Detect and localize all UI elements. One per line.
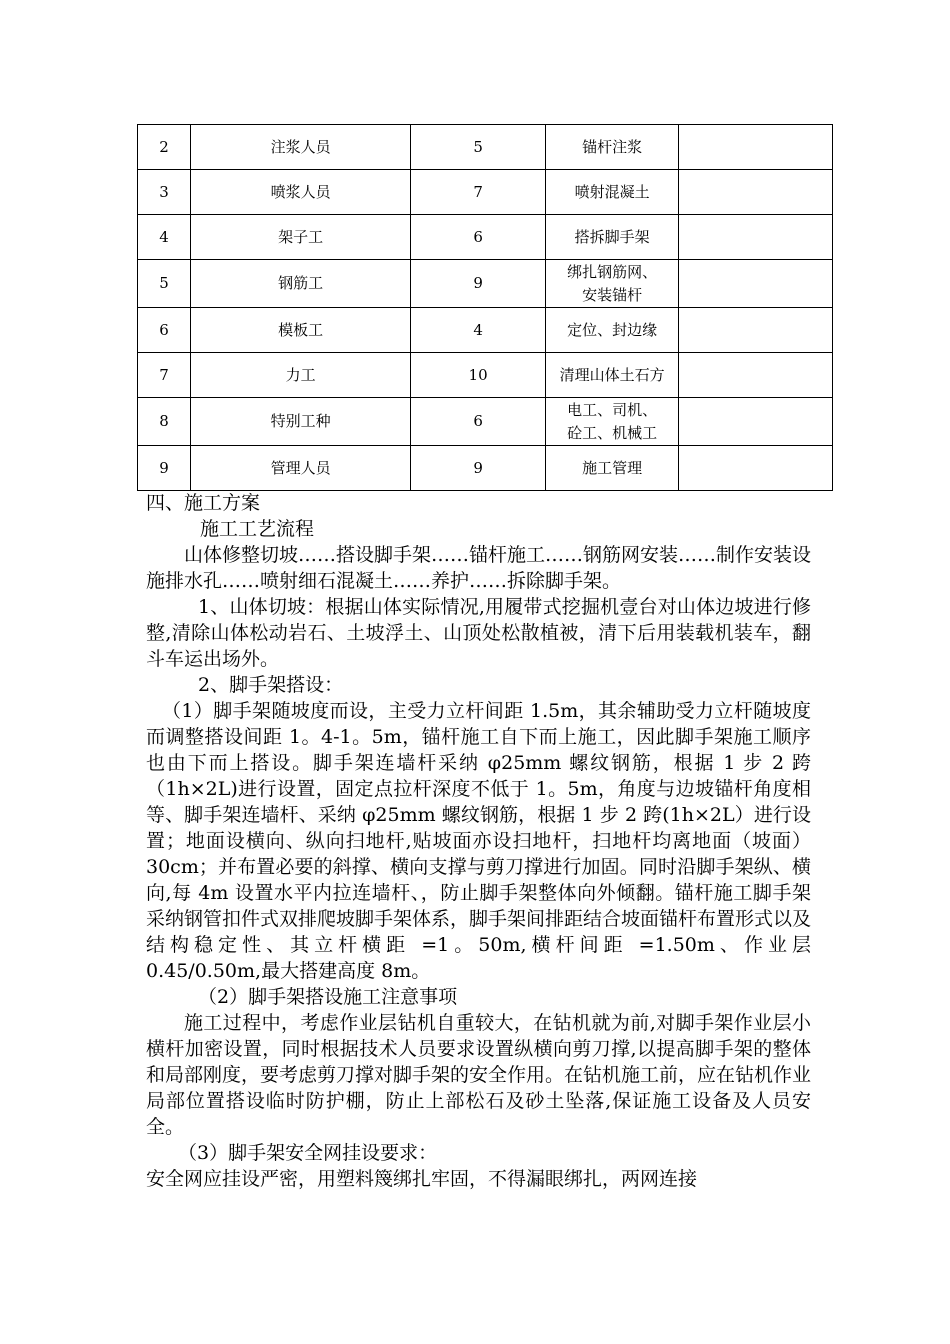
task-line: 定位、封边缘 — [567, 320, 658, 339]
process-title: 施工工艺流程 — [200, 518, 315, 540]
count-cell: 6 — [411, 398, 546, 446]
note-cell — [679, 353, 833, 398]
step2-3-title: （3）脚手架安全网挂设要求： — [178, 1142, 438, 1164]
task-line: 砼工、机械工 — [567, 423, 658, 442]
role-cell: 喷浆人员 — [190, 170, 410, 215]
count-cell: 6 — [411, 215, 546, 260]
task-cell — [545, 260, 678, 308]
count-cell: 5 — [411, 125, 546, 170]
task-cell — [545, 446, 678, 491]
task-line: 搭拆脚手架 — [574, 227, 650, 246]
step2-2-title: （2）脚手架搭设施工注意事项 — [198, 986, 458, 1008]
staff-table — [137, 124, 833, 491]
task-line: 安装锚杆 — [582, 285, 643, 304]
role-cell: 架子工 — [190, 215, 410, 260]
role-cell: 管理人员 — [190, 446, 410, 491]
table-row — [138, 260, 833, 308]
table-row — [138, 398, 833, 446]
task-cell — [545, 170, 678, 215]
row-number-cell: 8 — [138, 398, 191, 446]
note-cell — [679, 446, 833, 491]
count-cell: 7 — [411, 170, 546, 215]
row-number-cell: 4 — [138, 215, 191, 260]
task-cell — [545, 308, 678, 353]
task-cell — [545, 398, 678, 446]
staff-table-body — [138, 125, 833, 491]
section-title: 四、施工方案 — [146, 492, 261, 514]
process-flow: 山体修整切坡……搭设脚手架……锚杆施工……钢筋网安装……制作安装设施排水孔……喷射细石混凝土……养护……拆除脚手架。 — [146, 544, 812, 592]
count-cell: 9 — [411, 260, 546, 308]
role-cell: 模板工 — [190, 308, 410, 353]
step2-1-paragraph: （1）脚手架随坡度而设，主受力立杆间距 1.5m，其余辅助受力立杆随坡度而调整搭设间距 1。4-1。5m，锚杆施工自下而上施工，因此脚手架施工顺序也由下而上搭设。脚手架连墙杆采纳 φ25mm 螺纹钢筋，根据 1 步 2 跨（1h×2L)进行设置，固定点拉杆深度不低于 1。5m，角度与边坡锚杆角度相等、脚手架连墙杆、采纳 φ25mm 螺纹钢筋，根据 1 步 2 跨(1h×2L）进行设置；地面设横向、纵向扫地杆,贴坡面亦设扫地杆，扫地杆均离地面（坡面）30cm；并布置必要的斜撑、横向支撑与剪刀撑进行加固。同时沿脚手架纵、横向,每 4m 设置水平内拉连墙杆、，防止脚手架整体向外倾翻。锚杆施工脚手架采纳钢管扣件式双排爬坡脚手架体系，脚手架间排距结合坡面锚杆布置形式以及结构稳定性、其立杆横距 =1。50m,横杆间距 =1.50m、作业层 0.45/0.50m,最大搭建高度 8m。 — [146, 700, 812, 982]
note-cell — [679, 125, 833, 170]
count-cell: 4 — [411, 308, 546, 353]
step2-2-paragraph: 施工过程中，考虑作业层钻机自重较大，在钻机就为前,对脚手架作业层小横杆加密设置，同时根据技术人员要求设置纵横向剪刀撑,以提高脚手架的整体和局部刚度，要考虑剪刀撑对脚手架的安全作用。在钻机施工前，应在钻机作业局部位置搭设临时防护棚，防止上部松石及砂土坠落,保证施工设备及人员安全。 — [146, 1012, 812, 1138]
table-row — [138, 170, 833, 215]
row-number-cell: 5 — [138, 260, 191, 308]
task-cell — [545, 353, 678, 398]
table-row — [138, 353, 833, 398]
role-cell: 特别工种 — [190, 398, 410, 446]
row-number-cell: 2 — [138, 125, 191, 170]
task-line: 喷射混凝土 — [574, 182, 650, 201]
step1-paragraph: 1、山体切坡：根据山体实际情况,用履带式挖掘机壹台对山体边坡进行修整,清除山体松动岩石、土坡浮土、山顶处松散植被，清下后用装载机装车，翻斗车运出场外。 — [146, 596, 811, 670]
row-number-cell: 7 — [138, 353, 191, 398]
row-number-cell: 6 — [138, 308, 191, 353]
table-row — [138, 446, 833, 491]
row-number-cell: 3 — [138, 170, 191, 215]
role-cell: 注浆人员 — [190, 125, 410, 170]
task-cell — [545, 125, 678, 170]
note-cell — [679, 260, 833, 308]
count-cell: 9 — [411, 446, 546, 491]
count-cell: 10 — [411, 353, 546, 398]
note-cell — [679, 308, 833, 353]
table-row — [138, 215, 833, 260]
task-line: 清理山体土石方 — [559, 365, 665, 384]
role-cell: 钢筋工 — [190, 260, 410, 308]
note-cell — [679, 170, 833, 215]
task-line: 绑扎钢筋网、 — [567, 262, 658, 281]
role-cell: 力工 — [190, 353, 410, 398]
task-line: 电工、司机、 — [567, 400, 658, 419]
task-line: 锚杆注浆 — [582, 137, 643, 156]
table-row — [138, 125, 833, 170]
note-cell — [679, 215, 833, 260]
table-row — [138, 308, 833, 353]
task-line: 施工管理 — [582, 458, 643, 477]
step2-title: 2、脚手架搭设： — [198, 674, 344, 696]
row-number-cell: 9 — [138, 446, 191, 491]
document-body — [146, 490, 811, 1192]
note-cell — [679, 398, 833, 446]
step2-3-paragraph: 安全网应挂设严密，用塑料篾绑扎牢固，不得漏眼绑扎，两网连接 — [146, 1168, 698, 1190]
task-cell — [545, 215, 678, 260]
